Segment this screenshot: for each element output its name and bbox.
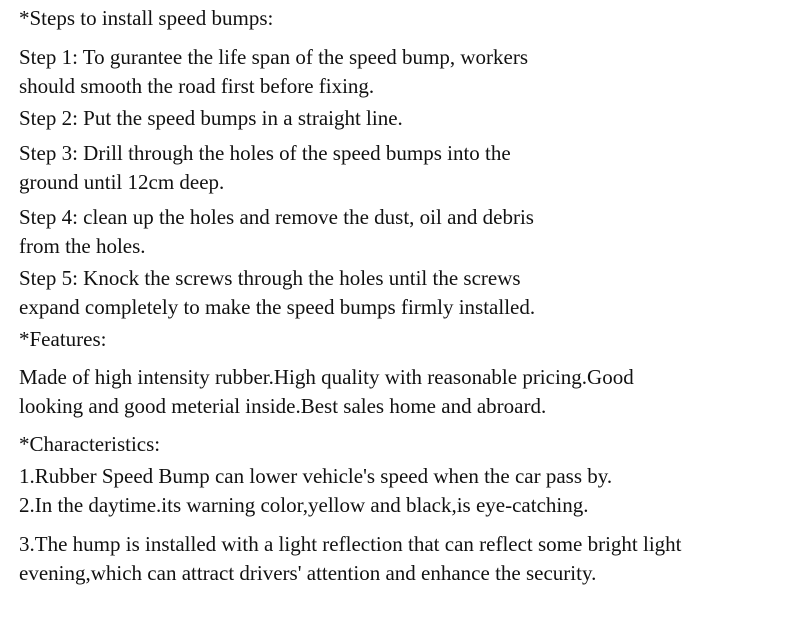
- steps-heading: *Steps to install speed bumps:: [19, 6, 274, 30]
- characteristic-3: [19, 530, 794, 588]
- step-3-line-2: ground until 12cm deep.: [19, 170, 225, 194]
- characteristics-heading: *Characteristics:: [19, 432, 161, 456]
- step-5-line-1: Step 5: Knock the screws through the holes until the screws: [19, 266, 521, 290]
- step-5: [19, 264, 794, 322]
- characteristic-3-line-2: evening,which can attract drivers' attention and enhance the security.: [19, 561, 597, 585]
- step-4: [19, 203, 794, 261]
- product-description: [19, 4, 794, 588]
- step-3-line-1: Step 3: Drill through the holes of the speed bumps into the: [19, 141, 511, 165]
- step-4-line-2: from the holes.: [19, 234, 146, 258]
- step-1: [19, 43, 794, 101]
- characteristic-1: 1.Rubber Speed Bump can lower vehicle's speed when the car pass by.: [19, 464, 613, 488]
- features-text: [19, 363, 794, 421]
- step-5-line-2: expand completely to make the speed bumps firmly installed.: [19, 295, 536, 319]
- step-2-line-1: Step 2: Put the speed bumps in a straight line.: [19, 106, 403, 130]
- features-text-line-1: Made of high intensity rubber.High quality with reasonable pricing.Good: [19, 365, 634, 389]
- step-4-line-1: Step 4: clean up the holes and remove the dust, oil and debris: [19, 205, 534, 229]
- features-section: [19, 325, 794, 421]
- steps-section: [19, 4, 794, 322]
- features-heading: *Features:: [19, 327, 107, 351]
- characteristic-2: 2.In the daytime.its warning color,yellow and black,is eye-catching.: [19, 493, 589, 517]
- characteristic-3-line-1: 3.The hump is installed with a light reflection that can reflect some bright light: [19, 532, 682, 556]
- step-1-line-2: should smooth the road first before fixing.: [19, 74, 375, 98]
- features-text-line-2: looking and good meterial inside.Best sales home and abroard.: [19, 394, 547, 418]
- step-2: [19, 104, 794, 133]
- characteristics-section: [19, 430, 794, 588]
- step-3: [19, 139, 794, 197]
- step-1-line-1: Step 1: To gurantee the life span of the speed bump, workers: [19, 45, 529, 69]
